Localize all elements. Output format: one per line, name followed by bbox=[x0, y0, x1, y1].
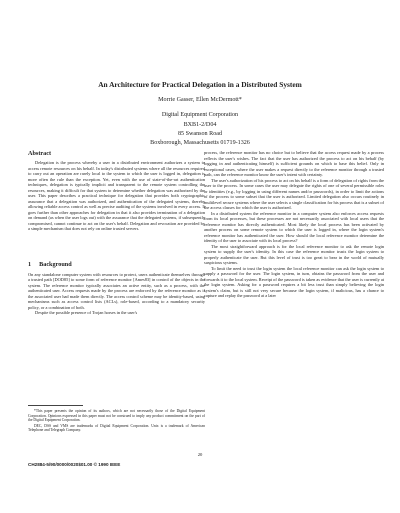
footnote-1: *This paper presents the opinion of its authors, which are not necessarily those of the Digital Equipment Corporation. Opinions expressed in this paper must not be construed to imply any product commitment on the part of the Digital Equipment Corporation. bbox=[28, 409, 205, 423]
right-paragraph-3: In a distributed system the reference monitor in a computer system also enforces access requests from its local processes, but these processes are not necessarily associated with local users that the reference monitor has directly authenticated. Most likely the local process has been activated by another process on some remote system to which the user is logged in, where the login system's reference monitor has authenticated the user. How should the local reference monitor determine the identity of the user to associate with its local process? bbox=[204, 210, 384, 244]
footnote-rule bbox=[28, 405, 83, 406]
right-paragraph-4: The most straightforward approach is for the local reference monitor to ask the remote login system to supply the user's identity. In this case the reference monitor trusts the login system to properly authenticate the user. But this level of trust is too great to bear in the world of mutually suspicious systems. bbox=[204, 243, 384, 266]
abstract-body: Delegation is the process whereby a user in a distributed environment authorizes a system to access remote resources on his behalf. In today's distributed systems where all the resources required to carry out an operation are rarely local to the system to which the user is logged in, delegation is more often the rule than the exception. Yet, even with the use of state-of-the-art authentication techniques, delegation is typically implicit and transparent to the remote system controlling the resources, making it difficult for that system to determine whether delegation was authorized by the user. This paper describes a practical technique for delegation that provides both cryptographic assurance that a delegation was authorized, and authentication of the delegated systems, thereby allowing reliable access control as well as precise auditing of the systems involved in every access. It goes further than other approaches for delegation in that it also provides termination of a delegation on demand (as when the user logs out) with the assurance that the delegated systems, if subsequently compromised, cannot continue to act on the user's behalf. Delegation and revocation are provided by a simple mechanism that does not rely on online trusted servers. bbox=[28, 160, 205, 232]
section-title: Background bbox=[39, 261, 72, 268]
right-paragraph-5: To limit the need to trust the login system the local reference monitor can ask the login system to supply a password for the user. The login system, in turn, obtains the password from the user and forwards it to the local system. Receipt of the password is taken as evidence that the user is currently at the login system. Asking for a password requires a bit less trust than simply believing the login system's claim, but is still not very secure because the login system, if malicious, has a chance to capture and replay the password at a later bbox=[204, 265, 384, 299]
author-block bbox=[0, 96, 400, 148]
background-paragraph-2: Despite the possible presence of Trojan horses in the user's bbox=[35, 310, 138, 316]
right-paragraph-1: process, the reference monitor has no choice but to believe that the access request made by a process reflects the user's wishes. The fact that the user has authorized the process to act on his behalf (by logging in and authenticating himself) is sufficient grounds on which to base this belief. Only in exceptional cases, where the user makes a request directly to the reference monitor through a trusted path, can the reference monitor know the user's intent with certainty. bbox=[204, 150, 384, 178]
section-heading-background bbox=[28, 262, 205, 268]
copyright-line: CH2884-5/90/0000/0020$01.00 © 1990 IEEE bbox=[28, 462, 121, 467]
left-column bbox=[28, 255, 205, 316]
footnote-2: DEC, DSS and VMS are trademarks of Digital Equipment Corporation. Unix is a trademark of American Telephone and Telegraph Company. bbox=[28, 423, 205, 433]
author-city: Boxborough, Massachusetts 01719-1326 bbox=[150, 140, 250, 147]
abstract-heading: Abstract bbox=[28, 150, 52, 157]
author-affiliation: Digital Equipment Corporation bbox=[161, 112, 239, 119]
paper-title: An Architecture for Practical Delegation in a Distributed System bbox=[98, 80, 302, 89]
author-mailstop: BXB1-2/D04 bbox=[183, 121, 217, 128]
author-street: 85 Swanson Road bbox=[177, 130, 222, 137]
section-number: 1 bbox=[28, 261, 32, 268]
right-column bbox=[204, 150, 384, 299]
author-names: Morrie Gasser, Ellen McDermott* bbox=[158, 97, 242, 103]
abstract-section bbox=[28, 160, 205, 232]
right-paragraph-2: The user's authorization of his process to act on his behalf is a form of delegation of rights from the user to the process. In some cases the user may delegate the rights of one of several permissible roles or identities (e.g., by logging in using different names and/or passwords), in order to limit the actions of the process to some subset that the user is authorized. Limited delegation also occurs routinely in multilevel secure systems where the user selects a single classification for his process that is a subset of the access classes for which the user is authorized. bbox=[204, 177, 384, 211]
background-paragraph-1: On any standalone computer system with resources to protect, users authenticate themselves through a trusted path [DOD85] to some form of reference monitor [Ames83] in control of the objects in the system. The reference monitor typically associates an active entity, such as a process, with the authenticated user. Access requests made by the process are enforced by the reference monitor as if the associated user had made them directly. The access control scheme may be identity-based, using mechanisms such as access control lists (ACLs), role-based, according to a mandatory security policy, or a combination of both. bbox=[28, 271, 205, 310]
footnotes bbox=[28, 405, 205, 434]
page-number: 20 bbox=[197, 452, 203, 457]
